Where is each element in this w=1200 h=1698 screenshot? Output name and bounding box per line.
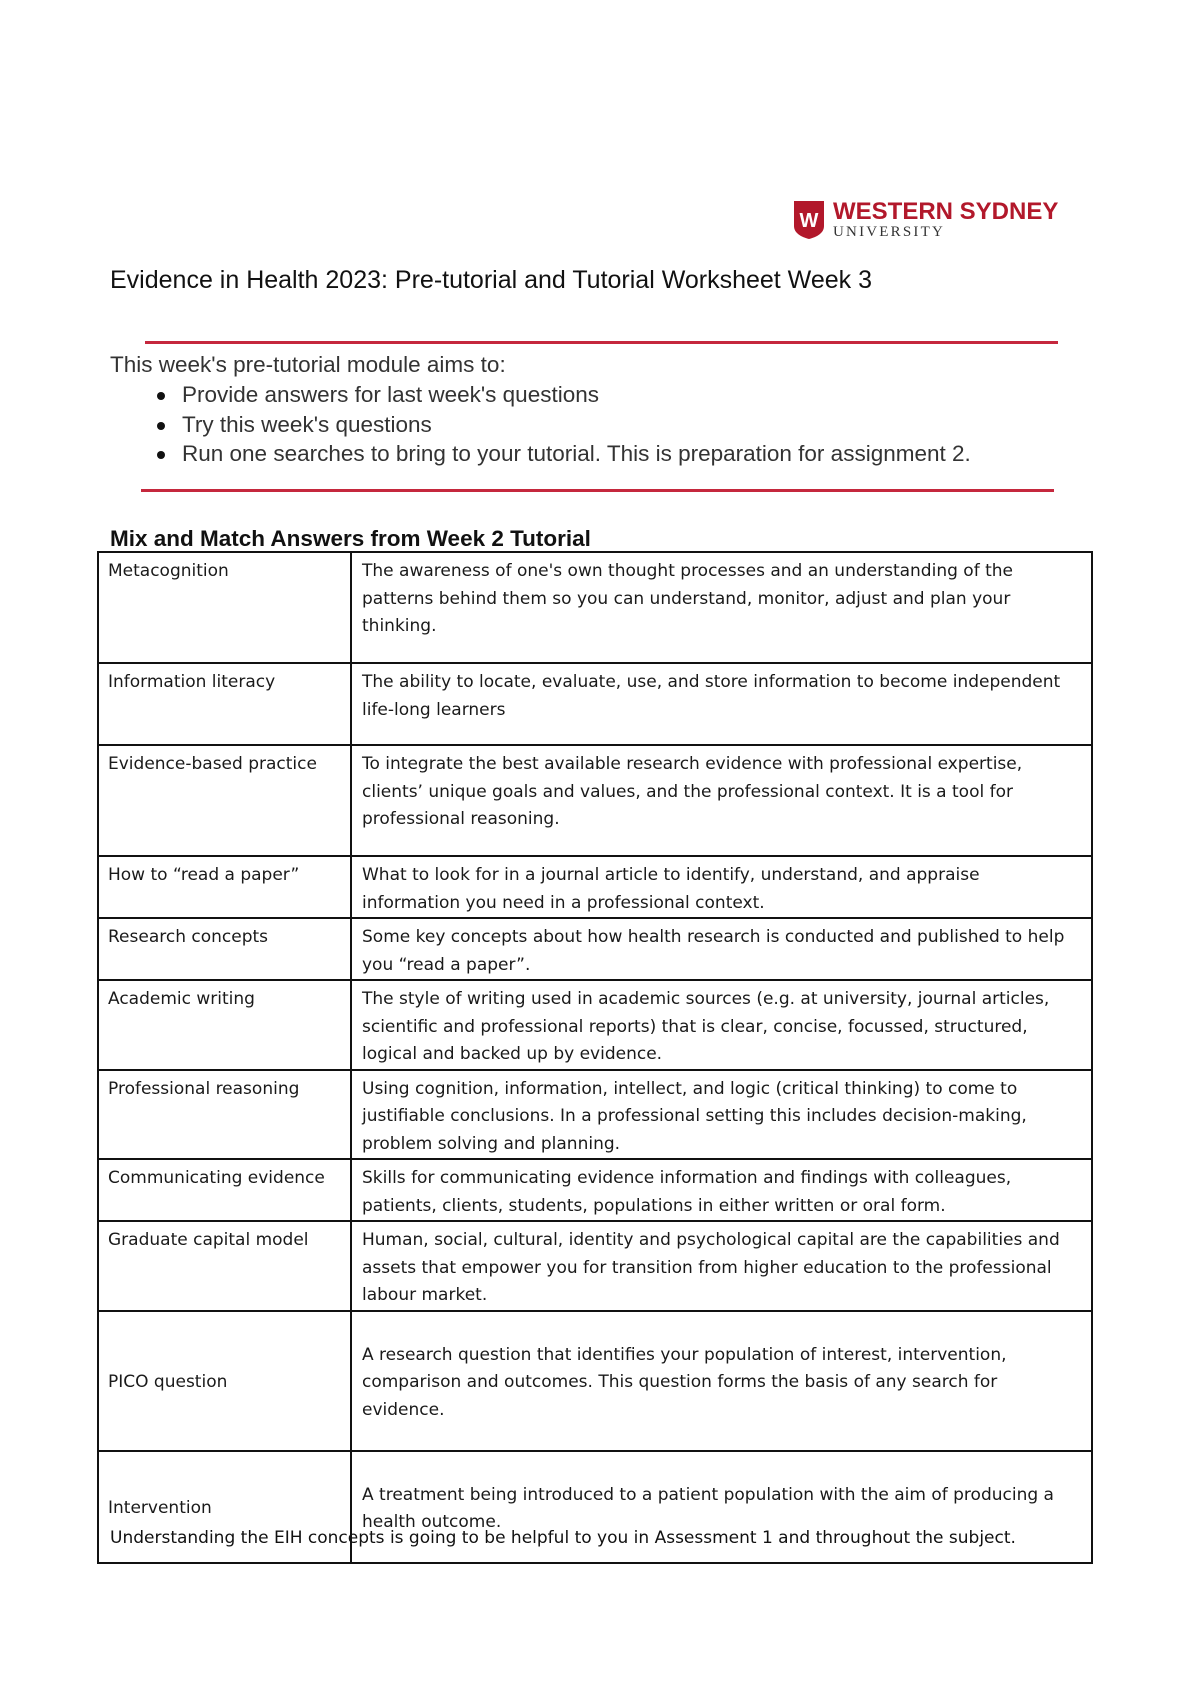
definition-cell: A research question that identifies your population of interest, intervention, comparison and outcomes. This question forms the basis of any search for evidence.: [351, 1311, 1092, 1451]
intro-bullet: Run one searches to bring to your tutorial. This is preparation for assignment 2.: [110, 439, 971, 469]
definition-cell: To integrate the best available research evidence with professional expertise, clients’ unique goals and values, and the professional context. It is a tool for professional reasoning.: [351, 745, 1092, 856]
term-cell: Evidence-based practice: [98, 745, 351, 856]
university-shield-icon: [793, 200, 825, 240]
definition-cell: Using cognition, information, intellect, and logic (critical thinking) to come to justifiable conclusions. In a professional setting this includes decision-making, problem solving and planning.: [351, 1070, 1092, 1160]
table-row: [98, 1070, 1092, 1160]
definition-cell: Skills for communicating evidence information and findings with colleagues, patients, clients, students, populations in either written or oral form.: [351, 1159, 1092, 1221]
table-row: [98, 745, 1092, 856]
table-row: [98, 1311, 1092, 1451]
definition-cell: The awareness of one's own thought processes and an understanding of the patterns behind them so you can understand, monitor, adjust and plan your thinking.: [351, 552, 1092, 663]
intro-lead: This week's pre-tutorial module aims to:: [110, 352, 506, 377]
term-cell: Communicating evidence: [98, 1159, 351, 1221]
divider-bottom: [141, 489, 1054, 492]
table-row: [98, 1159, 1092, 1221]
term-cell: Metacognition: [98, 552, 351, 663]
intro-section: [110, 350, 971, 469]
term-cell: Information literacy: [98, 663, 351, 745]
term-cell: Graduate capital model: [98, 1221, 351, 1311]
university-logo: [793, 198, 1058, 242]
intro-bullet: Try this week's questions: [110, 410, 971, 440]
section-heading: Mix and Match Answers from Week 2 Tutorial: [110, 526, 591, 551]
footer-note: Understanding the EIH concepts is going to be helpful to you in Assessment 1 and throughout the subject.: [110, 1528, 1016, 1548]
divider-top: [145, 341, 1058, 344]
definition-cell: The style of writing used in academic sources (e.g. at university, journal articles, scientific and professional reports) that is clear, concise, focussed, structured, logical and backed up by evidence.: [351, 980, 1092, 1070]
definition-cell: Some key concepts about how health research is conducted and published to help you “read a paper”.: [351, 918, 1092, 980]
concepts-table: [97, 551, 1093, 1564]
definition-cell: Human, social, cultural, identity and psychological capital are the capabilities and assets that empower you for transition from higher education to the professional labour market.: [351, 1221, 1092, 1311]
term-cell: Professional reasoning: [98, 1070, 351, 1160]
table-row: [98, 856, 1092, 918]
page-title: Evidence in Health 2023: Pre-tutorial and Tutorial Worksheet Week 3: [110, 266, 872, 294]
table-row: [98, 663, 1092, 745]
definition-cell: What to look for in a journal article to identify, understand, and appraise information you need in a professional context.: [351, 856, 1092, 918]
table-row: [98, 552, 1092, 663]
logo-name-line1: WESTERN SYDNEY: [833, 198, 1059, 225]
table-row: [98, 980, 1092, 1070]
term-cell: Academic writing: [98, 980, 351, 1070]
logo-name-line2: UNIVERSITY: [833, 224, 945, 240]
term-cell: Research concepts: [98, 918, 351, 980]
table-row: [98, 1221, 1092, 1311]
term-cell: Intervention: [98, 1451, 351, 1563]
term-cell: How to “read a paper”: [98, 856, 351, 918]
intro-bullet-list: [110, 380, 971, 469]
table-row: [98, 918, 1092, 980]
definition-cell: The ability to locate, evaluate, use, and store information to become independent life-long learners: [351, 663, 1092, 745]
intro-bullet: Provide answers for last week's questions: [110, 380, 971, 410]
definition-cell: A treatment being introduced to a patient population with the aim of producing a health outcome.: [351, 1451, 1092, 1563]
logo-mark-letter: W: [799, 210, 819, 232]
term-cell: PICO question: [98, 1311, 351, 1451]
